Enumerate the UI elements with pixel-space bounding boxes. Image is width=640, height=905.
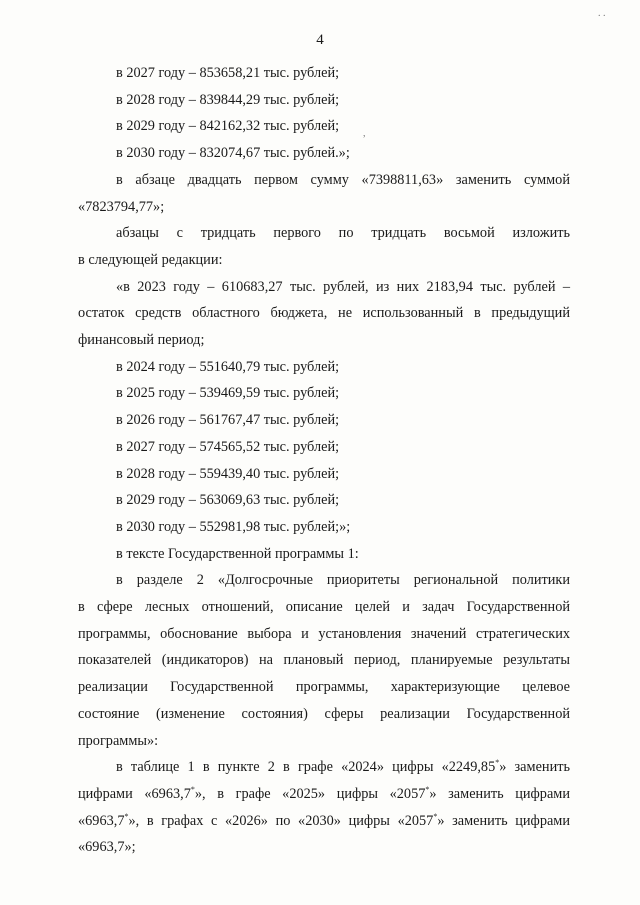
text-line: в 2025 году – 539469,59 тыс. рублей; <box>116 385 340 402</box>
text-line: в разделе 2 «Долгосрочные приоритеты региональной политики <box>116 572 570 589</box>
text-line: в 2030 году – 832074,67 тыс. рублей.»; <box>116 145 350 162</box>
text-fragment: », в графах с «2026» по «2030» цифры «2057 <box>128 812 434 829</box>
text-line: в сфере лесных отношений, описание целей и задач Государственной <box>78 599 570 616</box>
text-line: в 2027 году – 853658,21 тыс. рублей; <box>116 65 340 81</box>
text-line: в 2029 году – 563069,63 тыс. рублей; <box>116 492 340 509</box>
text-line: в следующей редакции: <box>78 251 223 268</box>
text-fragment: в таблице 1 в пункте 2 в графе «2024» цифры «2249,85 <box>116 759 496 776</box>
text-line: реализации Государственной программы, характеризующие целевое <box>78 679 570 696</box>
text-line: программы»: <box>78 732 159 749</box>
text-line: абзацы с тридцать первого по тридцать восьмой изложить <box>116 225 570 242</box>
text-line: в тексте Государственной программы 1: <box>116 545 359 562</box>
text-line: «в 2023 году – 610683,27 тыс. рублей, из них 2183,94 тыс. рублей – <box>116 278 570 295</box>
text-fragment: цифрами «6963,7 <box>78 785 191 802</box>
text-line: показателей (индикаторов) на плановый период, планируемые результаты <box>78 652 570 669</box>
text-line: финансовый период; <box>78 332 205 349</box>
text-line: в абзаце двадцать первом сумму «7398811,63» заменить суммой <box>116 171 570 188</box>
text-line: состояние (изменение состояния) сферы реализации Государственной <box>78 705 570 722</box>
text-fragment: » заменить <box>499 759 570 776</box>
text-line: в 2028 году – 839844,29 тыс. рублей; <box>116 91 340 108</box>
paragraph <box>78 220 570 273</box>
paragraph <box>78 567 570 754</box>
text-line: в 2030 году – 552981,98 тыс. рублей;»; <box>116 518 351 535</box>
text-line: программы, обоснование выбора и установления значений стратегических <box>78 625 570 642</box>
text-line <box>78 781 570 808</box>
scan-mark: , <box>363 128 366 139</box>
text-line: в 2026 году – 561767,47 тыс. рублей; <box>116 412 340 429</box>
page-number: 4 <box>316 32 324 48</box>
text-fragment: », в графе «2025» цифры «2057 <box>194 785 426 802</box>
paragraph <box>78 167 570 220</box>
text-fragment: » заменить цифрами <box>437 812 571 829</box>
footnote-asterisk: * <box>190 784 195 794</box>
text-line: «6963,7»; <box>78 839 136 856</box>
text-fragment: «6963,7 <box>78 812 125 829</box>
footnote-asterisk: * <box>425 784 430 794</box>
footnote-asterisk: * <box>495 758 500 768</box>
paragraph <box>78 754 570 861</box>
scan-mark: . . <box>598 8 606 19</box>
text-line: в 2024 году – 551640,79 тыс. рублей; <box>116 358 340 375</box>
document-body <box>78 60 570 861</box>
text-line <box>78 808 570 835</box>
text-line: остаток средств областного бюджета, не использованный в предыдущий <box>78 305 570 322</box>
text-line: «7823794,77»; <box>78 198 165 215</box>
text-line <box>78 754 570 781</box>
text-line: в 2029 году – 842162,32 тыс. рублей; <box>116 118 340 135</box>
text-line: в 2027 году – 574565,52 тыс. рублей; <box>116 438 340 455</box>
footnote-asterisk: * <box>124 811 129 821</box>
text-fragment: » заменить цифрами <box>429 785 571 802</box>
text-line: в 2028 году – 559439,40 тыс. рублей; <box>116 465 340 482</box>
footnote-asterisk: * <box>433 811 438 821</box>
paragraph <box>78 274 570 354</box>
